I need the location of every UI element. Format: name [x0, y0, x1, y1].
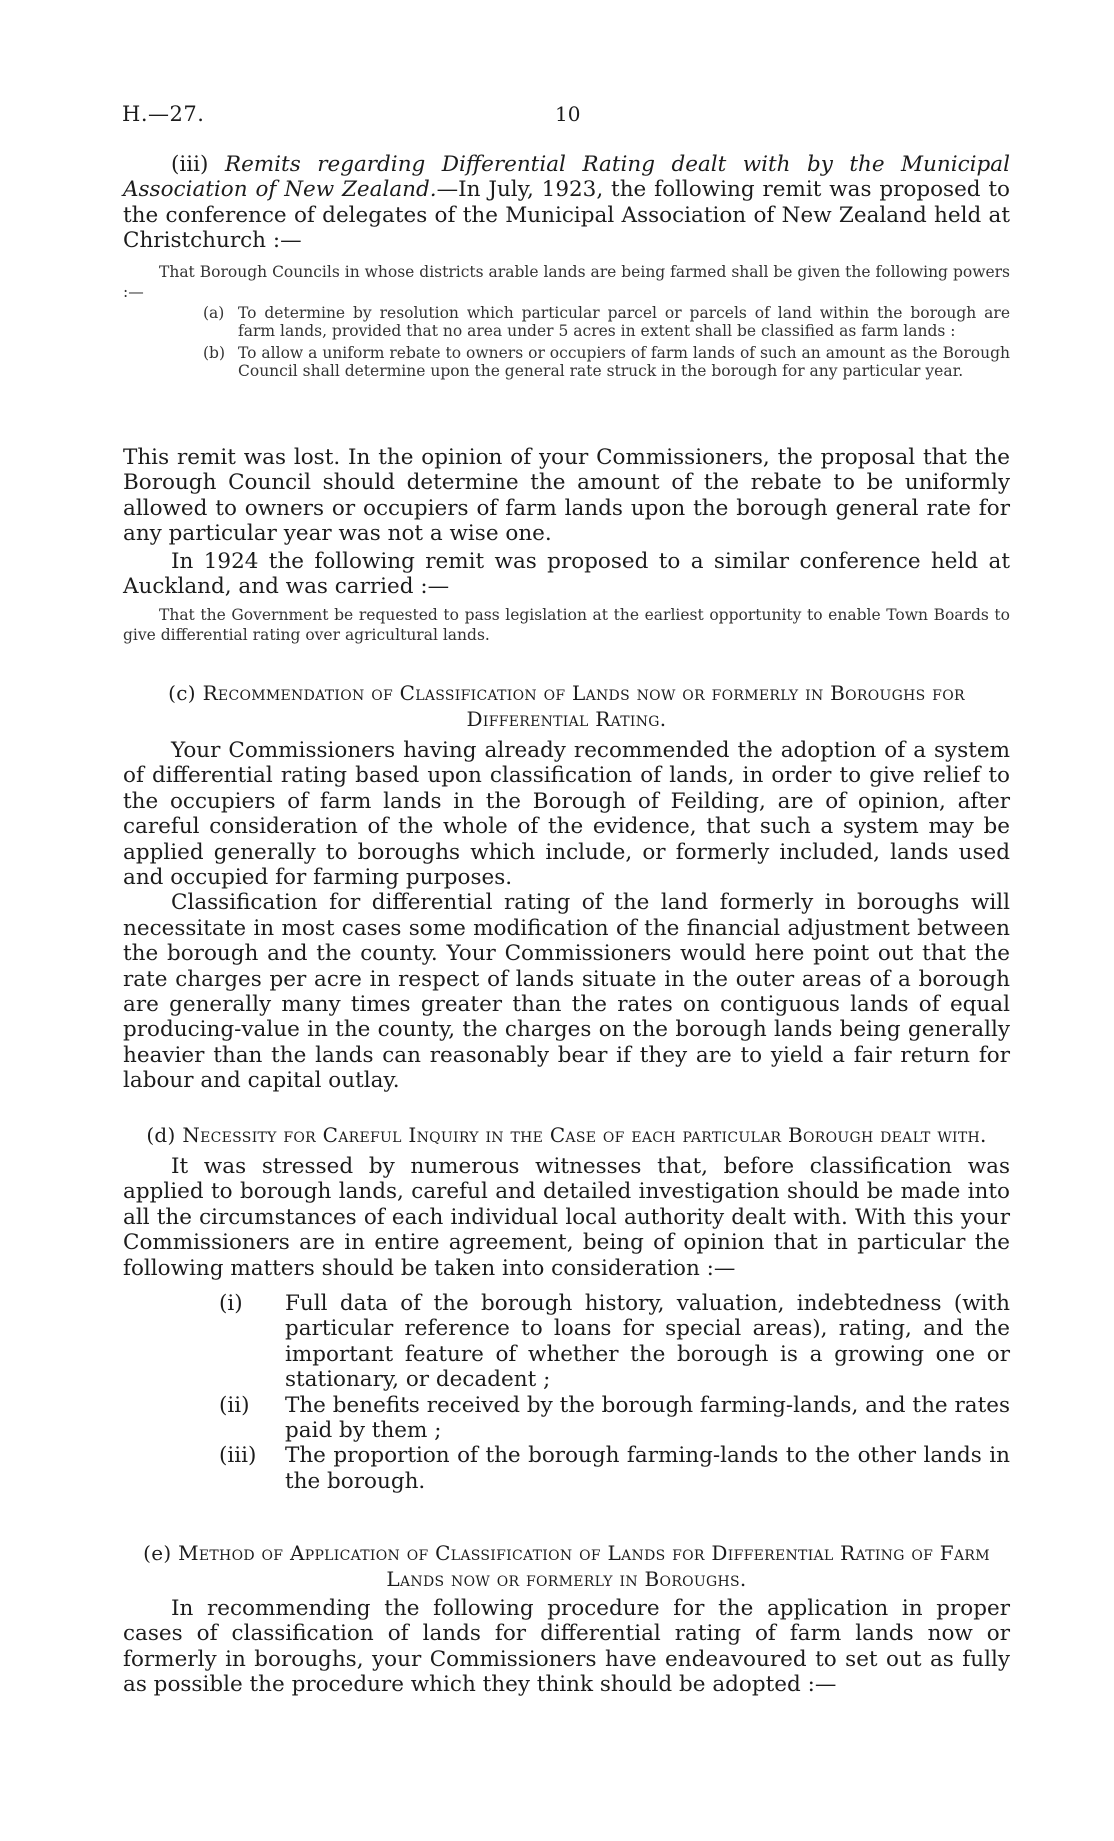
section-iii-text: —In July, 1923, the following remit was proposed to the conference of delegates of the Municipal Association of New Zealand held at Christchurch :—: [123, 177, 1011, 254]
quote-1924: [123, 605, 1010, 645]
after-quote: [123, 445, 1010, 599]
quote-item-a: [203, 304, 1010, 341]
list-item-ii: [219, 1393, 1010, 1444]
quote-item-b-text: To allow a uniform rebate to owners or occupiers of farm lands of such an amount as the Borough Council shall determine upon the general rate struck in the borough for any particular year.: [238, 343, 1010, 381]
section-c-title: Recommendation of Classification of Lands now or formerly in Boroughs for Differential Rating.: [202, 681, 965, 731]
section-c-label: (c): [168, 681, 196, 705]
after-quote-paragraph: This remit was lost. In the opinion of your Commissioners, the proposal that the Borough Council should determine the amount of the rebate to be uniformly allowed to owners or occupiers of farm lands upon the borough general rate for any particular year was not a wise one.: [123, 445, 1010, 547]
section-iii-paragraph: [123, 152, 1010, 254]
list-item-i-label: (i): [219, 1291, 243, 1317]
quote-item-a-label: (a): [203, 304, 225, 322]
list-item-iii: [219, 1443, 1010, 1494]
list-item-iii-label: (iii): [219, 1443, 257, 1469]
quote-1923-intro: That Borough Councils in whose districts arable lands are being farmed shall be given the following powers :—: [123, 263, 1010, 301]
document-code: H.—27.: [122, 102, 205, 126]
section-e-title: Method of Application of Classification of Lands for Differential Rating of Farm Lands now or formerly in Boroughs.: [178, 1541, 990, 1591]
section-e-paragraph: In recommending the following procedure for the application in proper cases of classification of lands for differential rating of farm lands now or formerly in boroughs, your Commissioners have endeavoured to set out as fully as possible the procedure which they think should be adopted :—: [123, 1596, 1010, 1698]
list-item-i: [219, 1291, 1010, 1393]
section-d-label: (d): [146, 1123, 176, 1147]
page-number: 10: [555, 102, 581, 126]
section-c-paragraph-2: Classification for differential rating of the land formerly in boroughs will necessitate in most cases some modification of the financial adjustment between the borough and the county. Your Commissioners would here point out that the rate charges per acre in respect of lands situate in the outer areas of a borough are generally many times greater than the rates on contiguous lands of equal producing-value in the county, the charges on the borough lands being generally heavier than the lands can reasonably bear if they are to yield a fair return for labour and capital outlay.: [123, 890, 1010, 1094]
section-d-heading: [123, 1122, 1010, 1148]
list-item-ii-text: The benefits received by the borough farming-lands, and the rates paid by them ;: [285, 1392, 1010, 1444]
section-c-paragraph-1: Your Commissioners having already recommended the adoption of a system of differential rating based upon classification of lands, in order to give relief to the occupiers of farm lands in the Borough of Feilding, are of opinion, after careful consideration of the whole of the evidence, that such a system may be applied generally to boroughs which include, or formerly included, lands used and occupied for farming purposes.: [123, 738, 1010, 891]
para-1924: In 1924 the following remit was proposed to a similar conference held at Auckland, and was carried :—: [123, 548, 1010, 600]
quote-item-b: [203, 344, 1010, 381]
list-item-i-text: Full data of the borough history, valuation, indebtedness (with particular reference to loans for special areas), rating, and the important feature of whether the borough is a growing one or stationary, or decadent ;: [285, 1291, 1010, 1393]
section-c: [123, 680, 1010, 1094]
section-e-heading: [123, 1540, 1010, 1592]
quote-1924-text: That the Government be requested to pass legislation at the earliest opportunity to enable Town Boards to give differential rating over agricultural lands.: [123, 606, 1010, 644]
section-e: [123, 1540, 1010, 1698]
section-iii: [123, 152, 1010, 254]
quote-item-b-label: (b): [203, 343, 226, 362]
quote-item-a-text: To determine by resolution which particular parcel or parcels of land within the borough are farm lands, provided that no area under 5 acres in extent shall be classified as farm lands :: [238, 304, 1010, 341]
section-d-paragraph: It was stressed by numerous witnesses that, before classification was applied to borough lands, careful and detailed investigation should be made into all the circumstances of each individual local authority dealt with. With this your Commissioners are in entire agreement, being of opinion that in particular the following matters should be taken into consideration :—: [123, 1154, 1010, 1281]
list-item-iii-text: The proportion of the borough farming-lands to the other lands in the borough.: [285, 1443, 1010, 1494]
section-d: [123, 1122, 1010, 1494]
section-c-heading: [123, 680, 1010, 732]
section-iii-label: (iii): [171, 152, 209, 177]
section-e-label: (e): [143, 1541, 172, 1565]
quote-1923: [123, 262, 1010, 381]
section-iii-title: Remits regarding Differential Rating dealt with by the Municipal Association of New Zealand.: [123, 152, 1010, 203]
section-d-title: Necessity for Careful Inquiry in the Case of each particular Borough dealt with.: [182, 1123, 987, 1147]
list-item-ii-label: (ii): [219, 1392, 250, 1418]
